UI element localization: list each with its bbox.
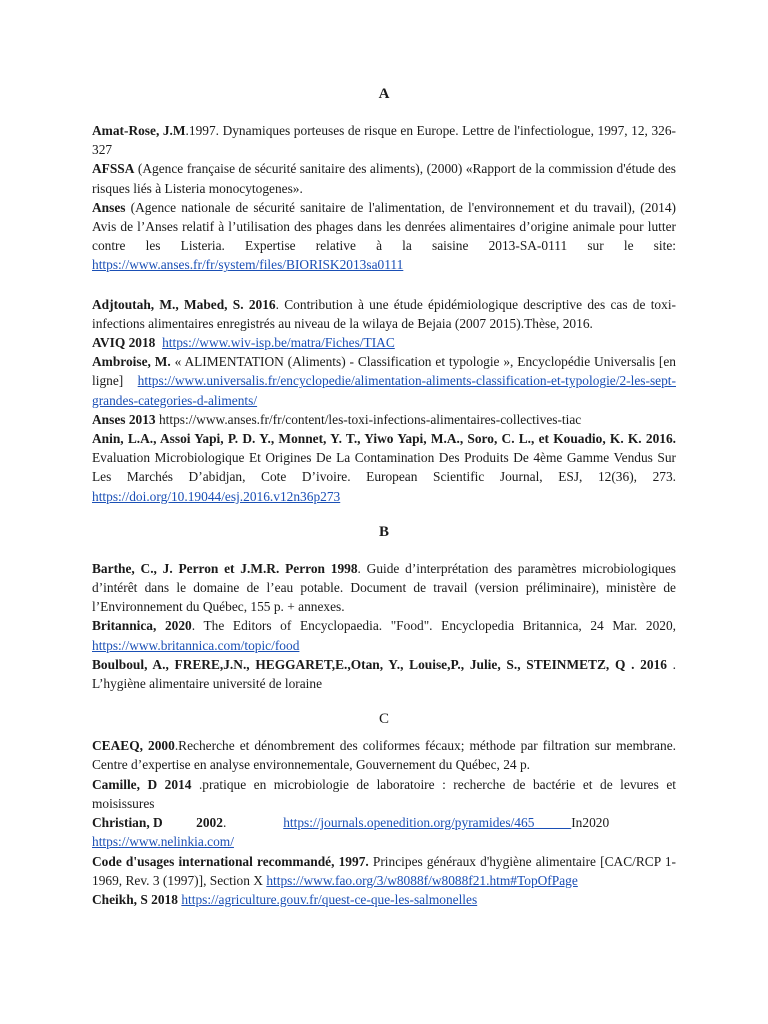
reference-anin: [92, 429, 676, 506]
reference-code-usages: [92, 852, 676, 890]
reference-text: .1997. Dynamiques porteuses de risque en Europe. Lettre de l'infectiologue, 1997, 12, 326-327: [92, 123, 676, 158]
reference-text: Principes généraux d'hygiène alimentaire [CAC/RCP 1- 1969, Rev. 3 (1997)], Section X: [92, 853, 676, 888]
reference-author: Britannica, 2020: [92, 618, 192, 634]
reference-link[interactable]: https://www.anses.fr/fr/system/files/BIORISK2013sa0111: [92, 257, 404, 273]
reference-link[interactable]: https://www.fao.org/3/w8088f/w8088f21.htm#TopOfPage: [266, 872, 578, 888]
reference-adjtoutah: [92, 295, 676, 333]
reference-author: Barthe, C., J. Perron et J.M.R. Perron 1998: [92, 560, 358, 576]
reference-author: Cheikh, S 2018: [92, 891, 178, 907]
reference-ambroise: [92, 352, 676, 410]
reference-aviq: [92, 333, 676, 352]
reference-text: https://www.anses.fr/fr/content/les-toxi-infections-alimentaires-collectives-tiac: [155, 411, 582, 427]
reference-text: « ALIMENTATION (Aliments) - Classification et typologie », Encyclopédie Universalis [en ligne]: [92, 354, 676, 389]
reference-ceaeq: [92, 736, 676, 774]
reference-link[interactable]: https://www.nelinkia.com/: [92, 834, 234, 850]
reference-text: . The Editors of Encyclopaedia. "Food". Encyclopedia Britannica, 24 Mar. 2020,: [191, 618, 677, 634]
reference-link[interactable]: https://agriculture.gouv.fr/quest-ce-que-les-salmonelles: [181, 891, 478, 907]
reference-link[interactable]: https://www.britannica.com/topic/food: [92, 637, 300, 653]
reference-link[interactable]: https://www.universalis.fr/encyclopedie/alimentation-aliments-classification-et-typologie/2-les-sept-grandes-categories-d-aliments/: [92, 373, 676, 408]
reference-anses-2014: [92, 198, 676, 275]
reference-text: .: [222, 815, 284, 831]
reference-afssa: [92, 159, 676, 197]
section-heading-a: A: [378, 86, 390, 102]
section-heading-b: B: [378, 523, 389, 540]
reference-author: Camille, D 2014: [92, 776, 192, 792]
reference-anses-2013: [92, 410, 676, 429]
reference-text: .pratique en microbiologie de laboratoire : recherche de bactérie et de levures et moisissures: [92, 776, 676, 811]
reference-author: Anses: [92, 199, 126, 215]
reference-barthe: [92, 559, 676, 617]
reference-text: . Guide d’interprétation des paramètres microbiologiques d’intérêt dans le domaine de l’eau potable. Document de travail (version préliminaire), ministère de l’Environnement du Québec, 155 p. + annexes.: [92, 560, 676, 615]
reference-boulboul: [92, 655, 676, 693]
reference-text: Evaluation Microbiologique Et Origines De La Contamination Des Produits De 4ème Gamme Vendus Sur Les Marchés D’abidjan, Cote D’ivoire. European Scientific Journal, ESJ, 12(36), 273.: [92, 450, 676, 485]
reference-author: AVIQ 2018: [92, 335, 156, 351]
reference-link[interactable]: https://journals.openedition.org/pyramides/465: [283, 815, 572, 831]
reference-text: . Contribution à une étude épidémiologique descriptive des cas de toxi-infections alimentaires enregistrés au niveau de la wilaya de Bejaia (2007 2015).Thèse, 2016.: [92, 296, 676, 331]
section-heading-c: C: [378, 711, 389, 728]
reference-author: Boulboul, A., FRERE,J.N., HEGGARET,E.,Otan, Y., Louise,P., Julie, S., STEINMETZ, Q . 2016: [92, 656, 667, 672]
reference-author: AFSSA: [92, 161, 135, 177]
reference-cheikh: [92, 890, 676, 909]
reference-text: (Agence nationale de sécurité sanitaire de l'alimentation, de l'environnement et du travail), (2014) Avis de l’Anses relatif à l’utilisation des phages dans les denrées alimentaires d’origine animale pour lutter contre les Listeria. Expertise relative à la saisine 2013-SA-0111 sur le site:: [92, 199, 676, 254]
reference-text: .Recherche et dénombrement des coliformes fécaux; méthode par filtration sur membrane. Centre d’expertise en analyse environnementale, Gouvernement du Québec, 24 p.: [92, 738, 676, 773]
reference-link[interactable]: https://doi.org/10.19044/esj.2016.v12n36p273: [92, 488, 341, 504]
reference-link[interactable]: https://www.wiv-isp.be/matra/Fiches/TIAC: [162, 335, 395, 351]
reference-author: Anin, L.A., Assoi Yapi, P. D. Y., Monnet, Y. T., Yiwo Yapi, M.A., Soro, C. L., et Kouadio, K. K. 2016.: [92, 431, 676, 447]
reference-author: Anses 2013: [92, 411, 156, 427]
reference-camille: [92, 775, 676, 813]
reference-britannica: [92, 616, 676, 654]
reference-text: . L’hygiène alimentaire université de loraine: [92, 656, 676, 692]
reference-author: Christian, D 2002: [92, 815, 223, 831]
reference-author: CEAEQ, 2000: [92, 738, 175, 754]
reference-christian: [92, 813, 676, 851]
reference-author: Code d'usages international recommandé, 1997.: [92, 853, 369, 869]
reference-text: In2020: [571, 815, 610, 831]
reference-author: Adjtoutah, M., Mabed, S. 2016: [92, 296, 276, 312]
reference-text: (Agence française de sécurité sanitaire des aliments), (2000) «Rapport de la commission d'étude des risques liés à Listeria monocytogenes».: [92, 161, 676, 196]
reference-amat-rose: [92, 121, 676, 159]
reference-author: Amat-Rose, J.M: [92, 123, 186, 138]
reference-author: Ambroise, M.: [92, 354, 171, 370]
